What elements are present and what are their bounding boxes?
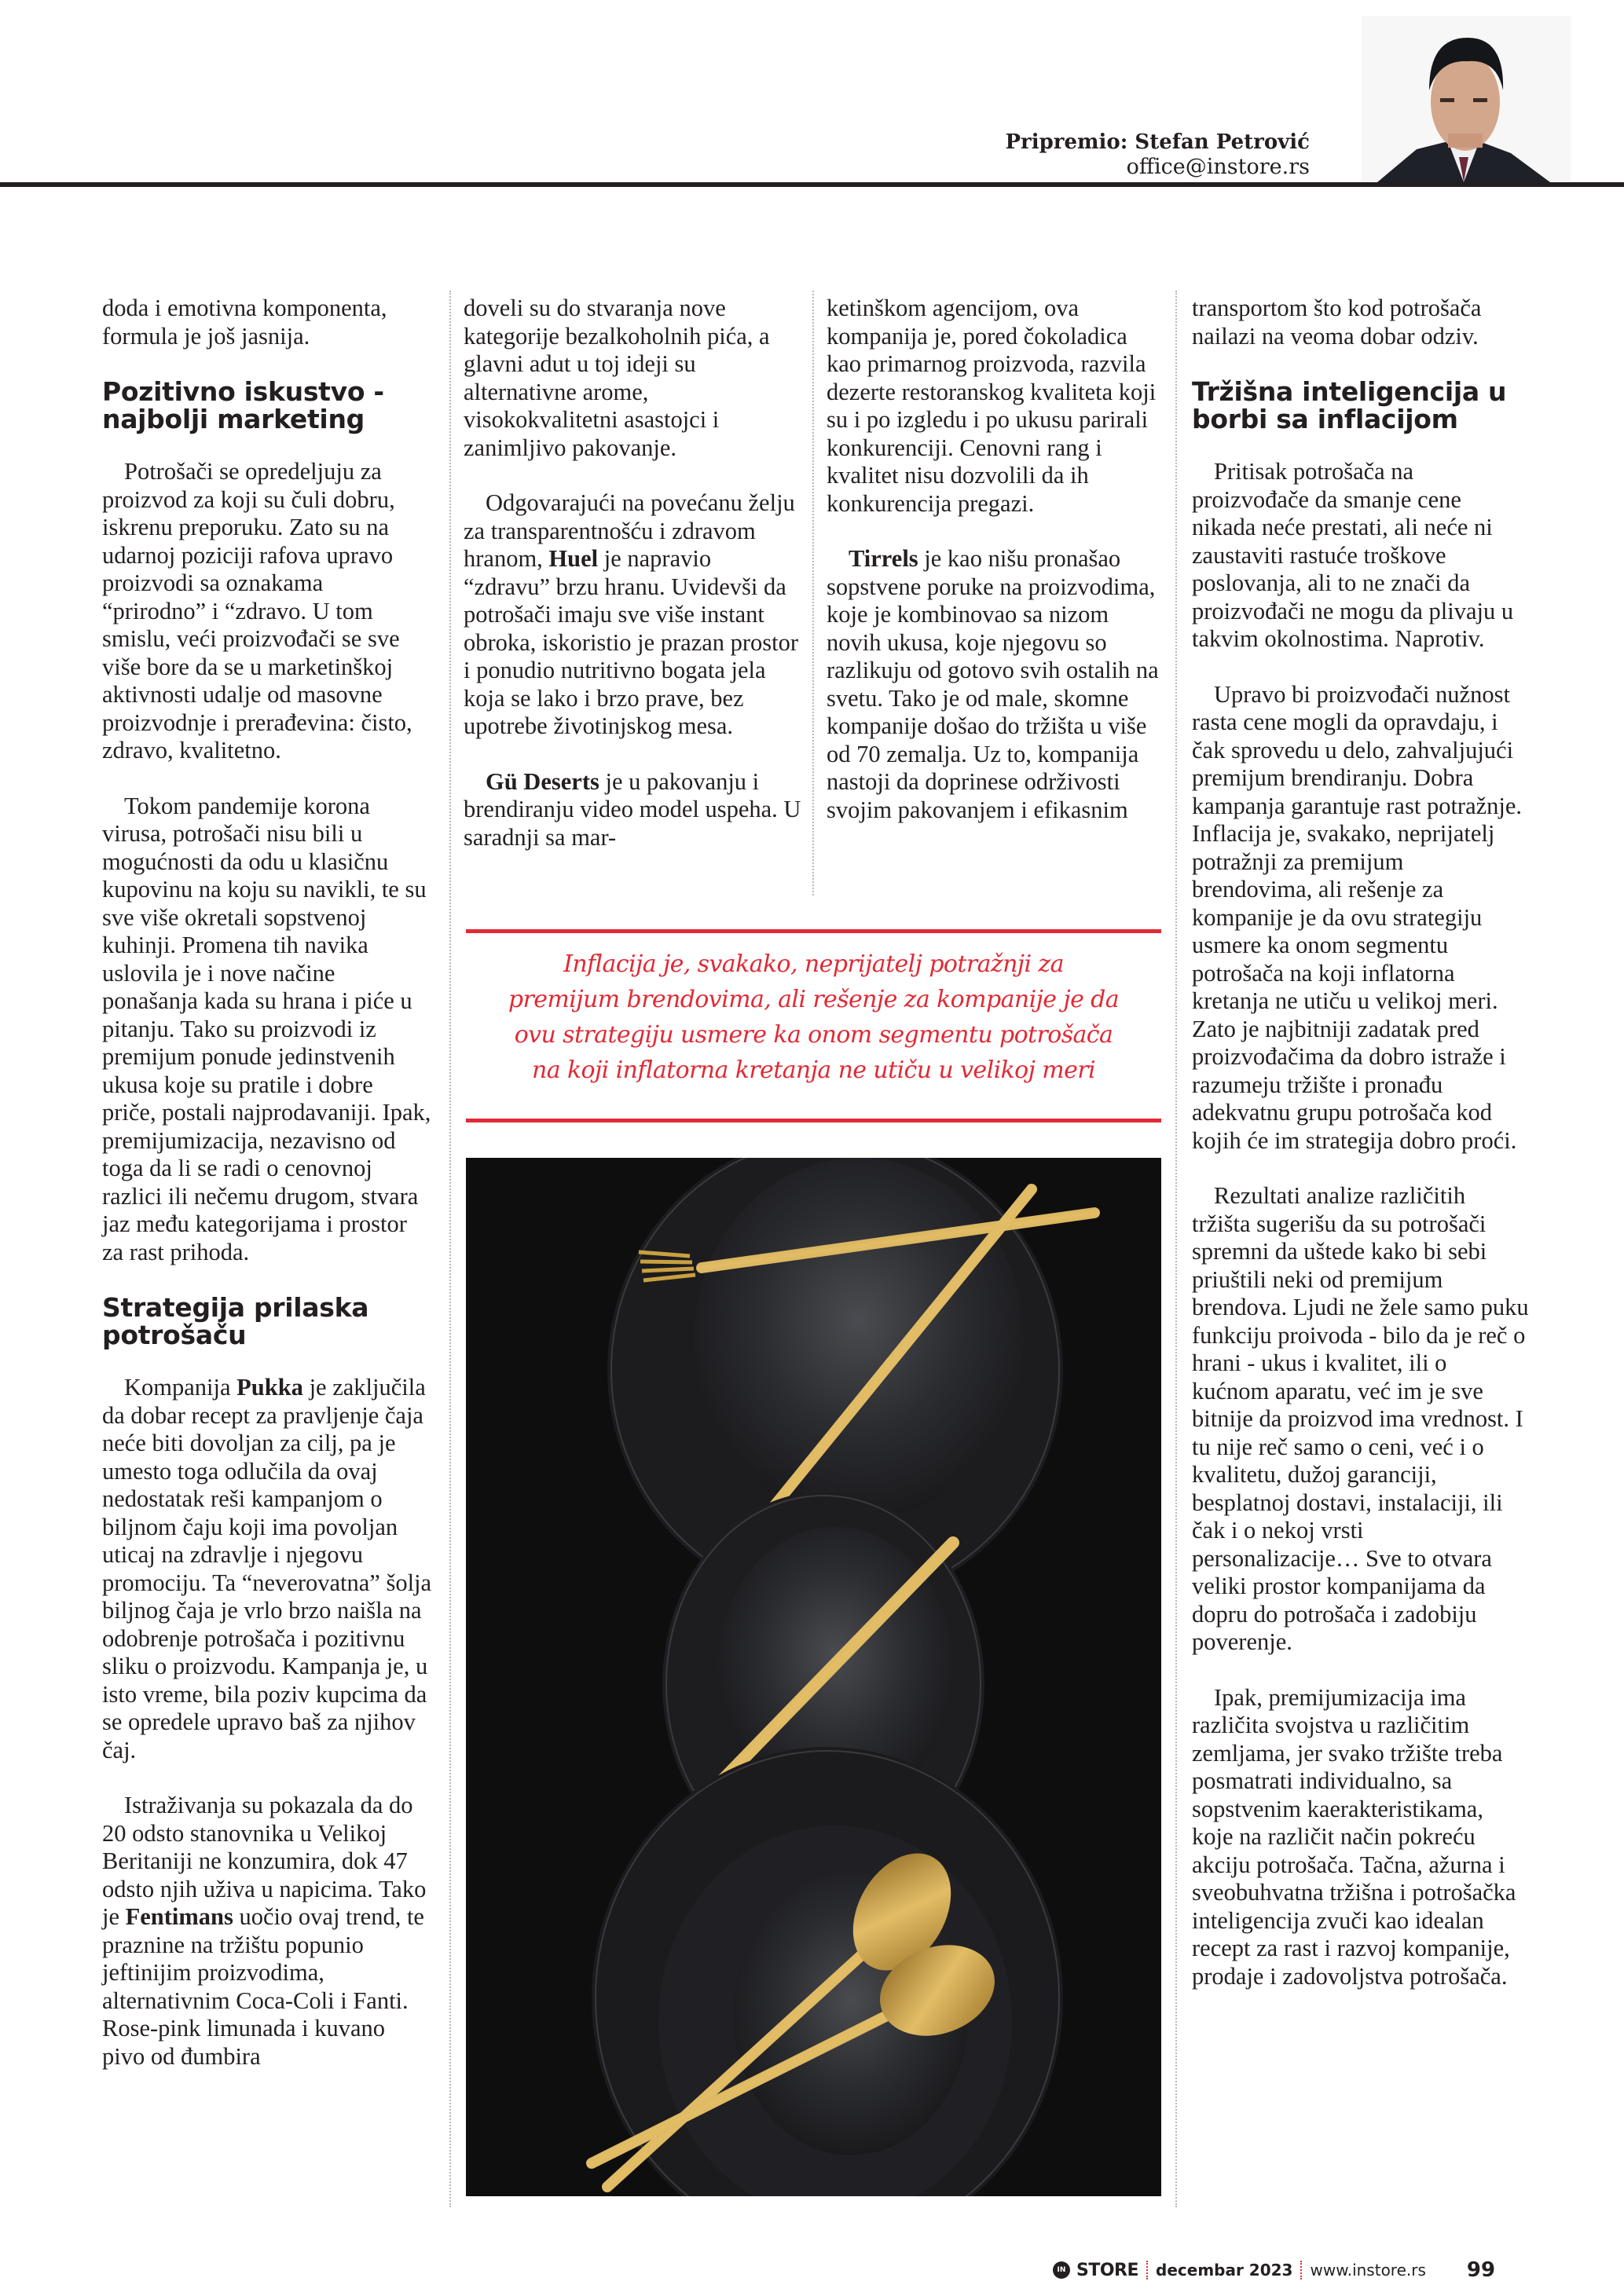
author-portrait-image bbox=[1362, 16, 1571, 182]
brand-name: Huel bbox=[548, 545, 599, 572]
paragraph-body: je kao nišu pronašao sopstvene poruke na proizvodima, koje je kombinovao sa nizom novih ukusa, koje njegovu so razlikuju od gotovo svih ostalih na svetu. Tako je od male, skomne kompanije došao do tržišta u više od 70 zemalja. Uz to, kompanija nastoji da doprinese održivosti svojim pakovanjem i efikasnim bbox=[827, 545, 1159, 823]
paragraph-body: je napravio “zdravu” brzu hranu. Uvidevši da potrošači imaju sve više instant obroka, iskoristio je prazan prostor i ponudio nutritivno bogata jela koja se lako i brzo prave, bez upotrebe životinjskog mesa. bbox=[464, 545, 799, 739]
paragraph bbox=[827, 545, 1164, 824]
paragraph-body: uočio ovaj trend, te praznine na tržištu popunio jeftinijim proizvodima, alternativnim Coca-Coli i Fanti. Rose-pink limunada i kuvano pivo od đumbira bbox=[102, 1903, 424, 2070]
author-name: Pripremio: Stefan Petrović bbox=[1005, 130, 1310, 154]
pullquote-line: ovu strategiju usmere ka onom segmentu potrošača bbox=[514, 1021, 1113, 1049]
pullquote-rule-top bbox=[466, 929, 1161, 933]
section-heading: Pozitivno iskustvo - najbolji marketing bbox=[102, 376, 384, 434]
issue-date: decembar 2023 bbox=[1156, 2261, 1293, 2280]
column-divider bbox=[449, 291, 451, 2207]
paragraph-lead: Istraživanja su pokazala da do 20 odsto stanovnika u Velikoj Beritaniji ne konzumira, dok 47 odsto njih uživa u napicima. Tako je bbox=[102, 1792, 427, 1930]
page-footer bbox=[1053, 2254, 1495, 2286]
paragraph-lead: Kompanija bbox=[124, 1374, 237, 1401]
author-portrait bbox=[1362, 16, 1571, 182]
pullquote-line: na koji inflatorna kretanja ne utiču u velikoj meri bbox=[532, 1056, 1095, 1084]
paragraph: ketinškom agencijom, ova kompanija je, pored čokoladica kao primarnog proizvoda, razvila dezerte restoranskog kvaliteta koji su i po izgledu i po ukusu parirali konkurenciji. Cenovni rang i kvalitet nisu dozvolili da ih konkurencija pregazi. bbox=[827, 295, 1157, 517]
brand-name: Tirrels bbox=[849, 545, 918, 572]
footer-divider bbox=[1146, 2261, 1148, 2280]
brand-name: Fentimans bbox=[125, 1903, 233, 1930]
brand-name: Pukka bbox=[236, 1374, 303, 1401]
article-column-4 bbox=[1192, 295, 1530, 2018]
paragraph: doda i emotivna komponenta, formula je još jasnija. bbox=[102, 295, 387, 350]
author-email: office@instore.rs bbox=[1126, 155, 1310, 179]
column-divider bbox=[812, 291, 814, 895]
paragraph: Tokom pandemije korona virusa, potrošači nisu bili u mogućnosti da odu u klasičnu kupovinu na koju su navikli, te su sve više okretali sopstvenoj kuhinji. Promena tih navika uslovila je i nove načine ponašanja kada su hrana i piće u pitanju. Tako su proizvodi iz premijum ponude jedinstvenih ukusa koje su pratile i dobre priče, postali najprodavaniji. Ipak, premijumizacija, nezavisno od toga da li se radi o cenovnoj razlici ili nečemu drugom, stvara jaz među kategorijama i prostor za rast prihoda. bbox=[102, 792, 431, 1265]
footer-divider bbox=[1300, 2261, 1302, 2280]
paragraph-body: je zaključila da dobar recept za pravljenje čaja neće biti dovoljan za cilj, pa je umesto toga odlučila da ovaj nedostatak reši kampanjom o biljnom čaju koji ima povoljan uticaj na zdravlje i njegovu promociju. Ta “neverovatna” šolja biljnog čaja je vrlo brzo naišla na odobrenje potrošača i pozitivnu sliku o proizvodu. Kampanja je, u isto vreme, bila poziv kupcima da se opredele upravo baš za njihov čaj. bbox=[102, 1374, 432, 1763]
page-number: 99 bbox=[1466, 2258, 1496, 2282]
article-photo bbox=[466, 1158, 1161, 2196]
paragraph bbox=[464, 489, 801, 741]
website-link[interactable]: www.instore.rs bbox=[1310, 2261, 1426, 2280]
paragraph: Pritisak potrošača na proizvođače da smanje cene nikada neće prestati, ali neće ni zaustaviti rastuće troškove poslovanja, ali to ne znači da proizvođači ne mogu da plivaju u takvim okolnostima. Naprotiv. bbox=[1192, 458, 1514, 652]
pullquote-line: Inflacija je, svakako, neprijatelj potražnji za bbox=[563, 950, 1064, 978]
paragraph: transportom što kod potrošača nailazi na veoma dobar odziv. bbox=[1192, 295, 1482, 350]
article-column-2 bbox=[464, 295, 801, 879]
paragraph bbox=[102, 1792, 432, 2071]
paragraph: Rezultati analize različitih tržišta sugerišu da su potrošači spremni da uštede kako bi sebi priuštili neki od premijum brendova. Ljudi ne žele samo puku funkciju proivoda - bilo da je reč o hrani - ukus i kvalitet, ili o kućnom aparatu, već im je sve bitnije da proizvod ima vrednost. I tu nije reč samo o ceni, već i o kvalitetu, dužoj garanciji, besplatnoj dostavi, instalaciji, ili čak i o nekoj vrsti personalizacije… Sve to otvara veliki prostor kompanijama da dopru do potrošača i zadobiju poverenje. bbox=[1192, 1182, 1529, 1655]
instore-logo-icon: IN bbox=[1053, 2261, 1070, 2279]
author-credit bbox=[1006, 130, 1311, 180]
paragraph: Ipak, premijumizacija ima različita svojstva u različitim zemljama, jer svako tržište treba posmatrati individualno, sa sopstvenim kaerakteristikama, koje na različit način pokreću akciju potrošača. Tačna, ažurna i sveobuhvatna tržišna i potrošačka inteligencija zvuči kao idealan recept za rast i razvoj kompanije, prodaje i zadovoljstva potrošača. bbox=[1192, 1683, 1516, 1990]
pullquote bbox=[466, 947, 1161, 1088]
pullquote-line: premijum brendovima, ali rešenje za kompanije je da bbox=[508, 986, 1120, 1013]
paragraph: Potrošači se opredeljuju za proizvod za koji su čuli dobru, iskrenu preporuku. Zato su na udarnoj poziciji rafova upravo proizvodi sa oznakama “prirodno” i “zdravo. U tom smislu, veći proizvođači se sve više bore da se u marketinškoj aktivnosti udalje od masovne proizvodnje i prerađevina: čisto, zdravo, kvalitetno. bbox=[102, 458, 412, 764]
instore-logo-text: STORE bbox=[1076, 2260, 1139, 2280]
paragraph-body: je u pakovanju i brendiranju video model uspeha. U saradnji sa mar- bbox=[464, 767, 801, 851]
paragraph-lead: Odgovarajući na povećanu želju za transparentnošću i zdravom hranom, bbox=[464, 489, 795, 572]
section-heading: Tržišna inteligencija u borbi sa inflacijom bbox=[1192, 376, 1507, 434]
pullquote-rule-bottom bbox=[466, 1119, 1161, 1122]
brand-name: Gü Deserts bbox=[486, 767, 599, 795]
paragraph bbox=[464, 768, 801, 852]
paragraph bbox=[102, 1374, 432, 1764]
article-column-3 bbox=[827, 295, 1164, 851]
paragraph: doveli su do stvaranja nove kategorije bezalkoholnih pića, a glavni adut u toj ideji su alternativne arome, visokokvalitetni asastojci i zanimljivo pakovanje. bbox=[464, 295, 770, 461]
column-divider bbox=[1175, 291, 1177, 2207]
article-column-1 bbox=[102, 295, 432, 2098]
paragraph: Upravo bi proizvođači nužnost rasta cene mogli da opravdaju, i čak sprovedu u delo, zahvaljujući premijum brendiranju. Dobra kampanja garantuje rast potražnje. Inflacija je, svakako, neprijatelj potražnji za premijum brendovima, ali rešenje za kompanije je da ovu strategiju usmere ka onom segmentu potrošača na koji inflatorna kretanja ne utiču u velikoj meri. Zato je najbitniji zadatak pred proizvođačima da dobro istraže i razumeju tržište i pronađu adekvatnu grupu potrošača kod kojih će im strategija dobro proći. bbox=[1192, 680, 1523, 1154]
plates-cutlery-illustration bbox=[466, 1158, 1161, 2196]
section-heading: Strategija prilaska potrošaču bbox=[102, 1292, 369, 1350]
header-rule bbox=[0, 182, 1624, 187]
